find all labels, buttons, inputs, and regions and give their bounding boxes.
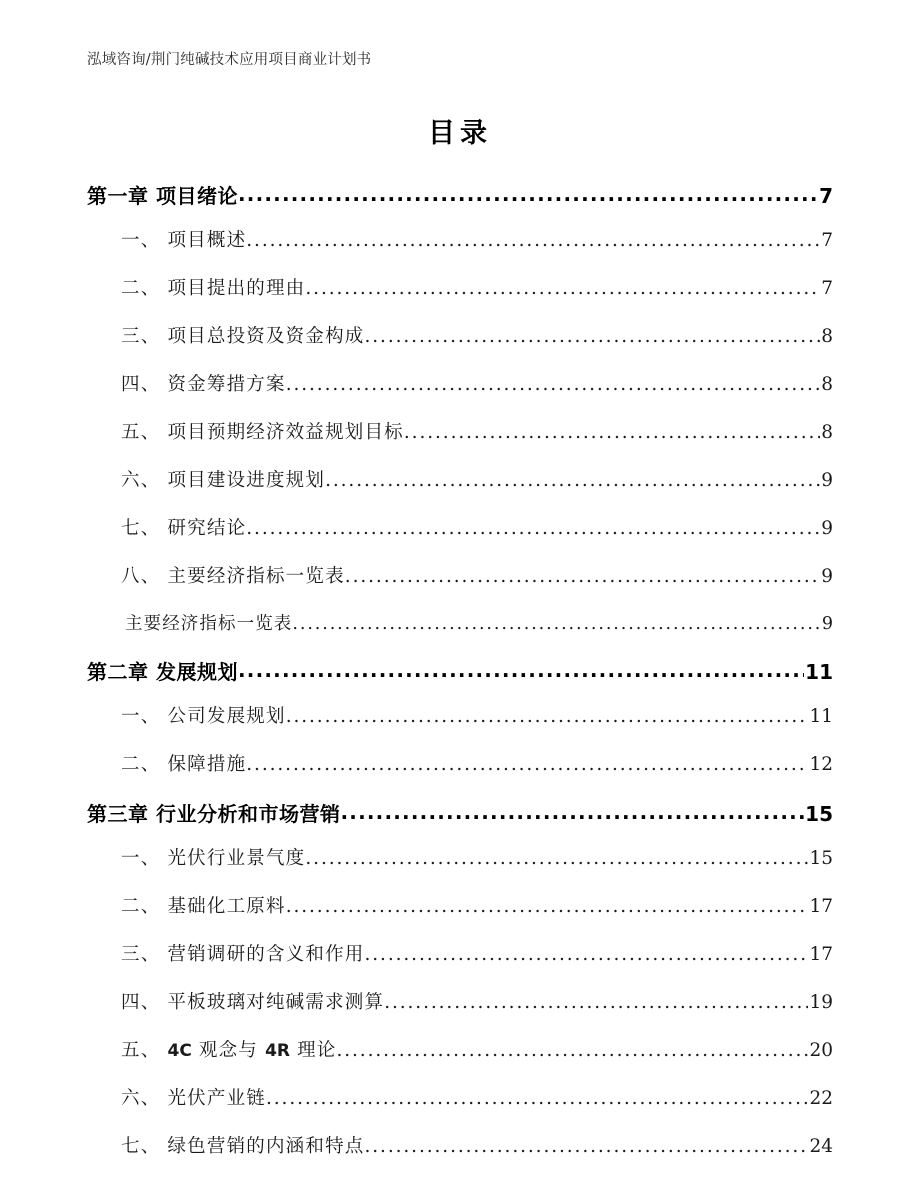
running-header: 泓域咨询/荆门纯碱技术应用项目商业计划书 bbox=[87, 52, 372, 68]
toc-entry-label: 七、 研究结论 bbox=[121, 518, 247, 539]
toc-entry-section[interactable] bbox=[0, 274, 920, 322]
toc-leader-dots bbox=[325, 470, 820, 491]
toc-leader-dots bbox=[246, 754, 808, 775]
toc-page-number: 9 bbox=[821, 470, 833, 491]
toc-leader-dots bbox=[238, 184, 818, 208]
toc-leader-dots bbox=[336, 1040, 808, 1061]
page-title: 目录 bbox=[428, 118, 492, 149]
toc-page-number: 22 bbox=[809, 1088, 833, 1109]
toc-entry-label: 第二章 发展规划 bbox=[87, 660, 238, 684]
toc-page-number: 11 bbox=[805, 660, 833, 684]
toc-leader-dots bbox=[364, 326, 820, 347]
toc-entry-section[interactable] bbox=[0, 988, 920, 1036]
toc-entry-section[interactable] bbox=[0, 322, 920, 370]
toc-page-number: 17 bbox=[809, 896, 833, 917]
toc-leader-dots bbox=[305, 848, 808, 869]
toc-entry-label: 四、 资金筹措方案 bbox=[121, 374, 286, 395]
toc-leader-dots bbox=[286, 896, 809, 917]
toc-entry-section[interactable] bbox=[0, 1132, 920, 1180]
toc-leader-dots bbox=[286, 374, 821, 395]
toc-leader-dots bbox=[286, 706, 809, 727]
toc-entry-label: 第一章 项目绪论 bbox=[87, 184, 238, 208]
toc-entry-section[interactable] bbox=[0, 418, 920, 466]
toc-page-number: 15 bbox=[805, 802, 833, 826]
toc-entry-section[interactable] bbox=[0, 514, 920, 562]
toc-page-number: 20 bbox=[809, 1040, 833, 1061]
toc-label-part: 理论 bbox=[289, 1040, 337, 1061]
table-of-contents bbox=[0, 180, 920, 1180]
toc-page-number: 11 bbox=[809, 706, 833, 727]
toc-entry-label: 二、 项目提出的理由 bbox=[121, 278, 306, 299]
toc-entry-section[interactable] bbox=[0, 1084, 920, 1132]
toc-page-number: 7 bbox=[821, 230, 833, 251]
toc-leader-dots bbox=[384, 992, 808, 1013]
toc-leader-dots bbox=[340, 802, 804, 826]
toc-entry-label: 四、 平板玻璃对纯碱需求测算 bbox=[121, 992, 385, 1013]
toc-page-number: 9 bbox=[821, 518, 833, 539]
toc-label-part: 观念与 bbox=[191, 1040, 266, 1061]
toc-label-latin: 4C bbox=[167, 1041, 192, 1061]
toc-page-number: 8 bbox=[821, 374, 833, 395]
toc-entry-chapter[interactable] bbox=[0, 656, 920, 702]
toc-entry-label: 第三章 行业分析和市场营销 bbox=[87, 802, 341, 826]
toc-entry-label: 六、 项目建设进度规划 bbox=[121, 470, 326, 491]
toc-entry-chapter[interactable] bbox=[0, 798, 920, 844]
toc-page-number: 24 bbox=[809, 1136, 833, 1157]
toc-entry-section[interactable] bbox=[0, 940, 920, 988]
toc-page-number: 7 bbox=[821, 278, 833, 299]
toc-entry-label: 八、 主要经济指标一览表 bbox=[121, 566, 345, 587]
toc-leader-dots bbox=[364, 944, 808, 965]
toc-entry-section[interactable] bbox=[0, 1036, 920, 1084]
toc-page-number: 17 bbox=[809, 944, 833, 965]
toc-label-latin: 4R bbox=[265, 1041, 290, 1061]
toc-entry-label: 一、 项目概述 bbox=[121, 230, 247, 251]
toc-entry-section[interactable] bbox=[0, 226, 920, 274]
toc-entry-label: 主要经济指标一览表 bbox=[125, 614, 293, 634]
toc-page-number: 8 bbox=[821, 326, 833, 347]
toc-leader-dots bbox=[345, 566, 820, 587]
toc-entry-section[interactable] bbox=[0, 562, 920, 610]
toc-leader-dots bbox=[246, 518, 820, 539]
toc-page-number: 9 bbox=[821, 614, 833, 634]
toc-entry-label: 三、 项目总投资及资金构成 bbox=[121, 326, 365, 347]
toc-leader-dots bbox=[292, 614, 820, 634]
toc-entry-label: 一、 公司发展规划 bbox=[121, 706, 286, 727]
toc-entry-label: 三、 营销调研的含义和作用 bbox=[121, 944, 365, 965]
toc-entry-section[interactable] bbox=[0, 702, 920, 750]
toc-page-number: 15 bbox=[809, 848, 833, 869]
toc-label-part: 五、 bbox=[121, 1040, 168, 1061]
toc-leader-dots bbox=[238, 660, 804, 684]
toc-entry-label: 七、 绿色营销的内涵和特点 bbox=[121, 1136, 365, 1157]
toc-entry-label bbox=[121, 1036, 336, 1062]
toc-leader-dots bbox=[404, 422, 820, 443]
toc-entry-section[interactable] bbox=[0, 750, 920, 798]
toc-page-number: 12 bbox=[809, 754, 833, 775]
toc-entry-label: 二、 保障措施 bbox=[121, 754, 247, 775]
toc-page-number: 19 bbox=[809, 992, 833, 1013]
toc-entry-section[interactable] bbox=[0, 466, 920, 514]
toc-leader-dots bbox=[266, 1088, 808, 1109]
toc-leader-dots bbox=[246, 230, 820, 251]
toc-entry-section[interactable] bbox=[0, 370, 920, 418]
toc-entry-label: 五、 项目预期经济效益规划目标 bbox=[121, 422, 404, 443]
toc-leader-dots bbox=[364, 1136, 808, 1157]
toc-entry-section[interactable] bbox=[0, 892, 920, 940]
toc-page-number: 8 bbox=[821, 422, 833, 443]
toc-entry-label: 二、 基础化工原料 bbox=[121, 896, 286, 917]
toc-entry-label: 六、 光伏产业链 bbox=[121, 1088, 266, 1109]
toc-leader-dots bbox=[305, 278, 820, 299]
toc-entry-caption[interactable] bbox=[0, 610, 920, 656]
toc-page-number: 7 bbox=[819, 184, 833, 208]
toc-entry-chapter[interactable] bbox=[0, 180, 920, 226]
toc-entry-section[interactable] bbox=[0, 844, 920, 892]
toc-entry-label: 一、 光伏行业景气度 bbox=[121, 848, 306, 869]
toc-page-number: 9 bbox=[821, 566, 833, 587]
